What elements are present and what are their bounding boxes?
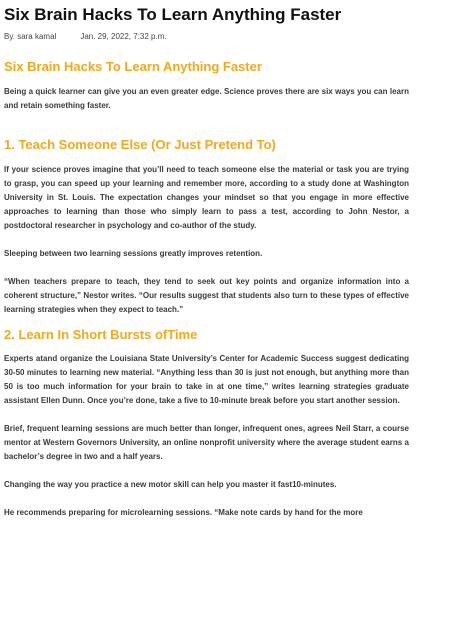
author-name[interactable]: By. sara kamal bbox=[4, 32, 57, 41]
section-2-paragraph-1: Experts atand organize the Louisiana State University’s Center for Academic Success suggest dedicating 30-50 minutes to learning new material. “Anything less than 30 is just not enough, but anything more than 50 is too much information for your brain to take in at one time,” writes learning strategies graduate assistant Ellen Dunn. Once you’re done, take a five to 10-minute break before you start another session. bbox=[4, 354, 409, 405]
document-page bbox=[4, 4, 409, 520]
section-1-paragraph-2: Sleeping between two learning sessions greatly improves retention. bbox=[4, 249, 263, 258]
section-heading-short-bursts: 2. Learn In Short Bursts ofTime bbox=[4, 327, 198, 342]
section-2-paragraph-3: Changing the way you practice a new motor skill can help you master it fast10-minutes. bbox=[4, 480, 337, 489]
intro-paragraph: Being a quick learner can give you an even greater edge. Science proves there are six ways you can learn and retain something faster. bbox=[4, 87, 409, 110]
section-1-paragraph-1: If your science proves imagine that you’ll need to teach someone else the material or task you are trying to grasp, you can speed up your learning and remember more, according to a study done at Washington University in St. Louis. The expectation changes your mindset so that you engage in more effective approaches to learning than those who simply learn to pass a test, according to John Nestor, a postdoctoral researcher in psychology and co-author of the study. bbox=[4, 165, 409, 230]
publish-date: Jan. 29, 2022, 7:32 p.m. bbox=[80, 32, 167, 41]
section-2-paragraph-4: He recommends preparing for microlearning sessions. “Make note cards by hand for the more bbox=[4, 508, 363, 517]
article-title: Six Brain Hacks To Learn Anything Faster bbox=[4, 59, 262, 74]
byline bbox=[4, 31, 409, 42]
section-heading-teach: 1. Teach Someone Else (Or Just Pretend To) bbox=[4, 137, 276, 152]
section-2-paragraph-2: Brief, frequent learning sessions are much better than longer, infrequent ones, agrees Neil Starr, a course mentor at Western Governors University, an online nonprofit university where the average student earns a bachelor’s degree in two and a half years. bbox=[4, 424, 409, 461]
page-title: Six Brain Hacks To Learn Anything Faster bbox=[4, 5, 342, 24]
section-1-paragraph-3: “When teachers prepare to teach, they tend to seek out key points and organize information into a coherent structure,” Nestor writes. “Our results suggest that students also turn to these types of effective learning strategies when they expect to teach.” bbox=[4, 277, 409, 314]
